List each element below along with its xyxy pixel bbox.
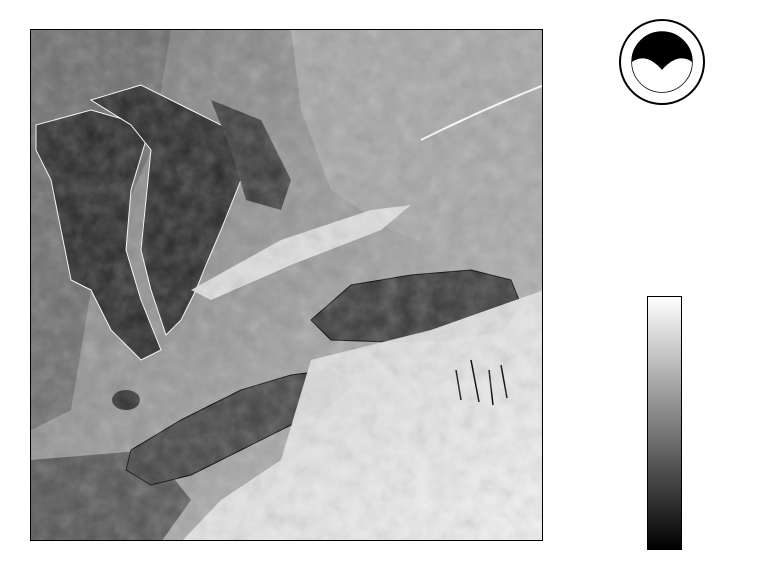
satellite-image <box>30 29 543 541</box>
satellite-image-canvas <box>31 30 543 541</box>
image-texture <box>31 30 543 541</box>
noaa-logo <box>618 18 706 106</box>
date-time-row <box>592 160 606 173</box>
noaa-logo-icon <box>618 18 706 106</box>
colorbar <box>647 296 682 550</box>
